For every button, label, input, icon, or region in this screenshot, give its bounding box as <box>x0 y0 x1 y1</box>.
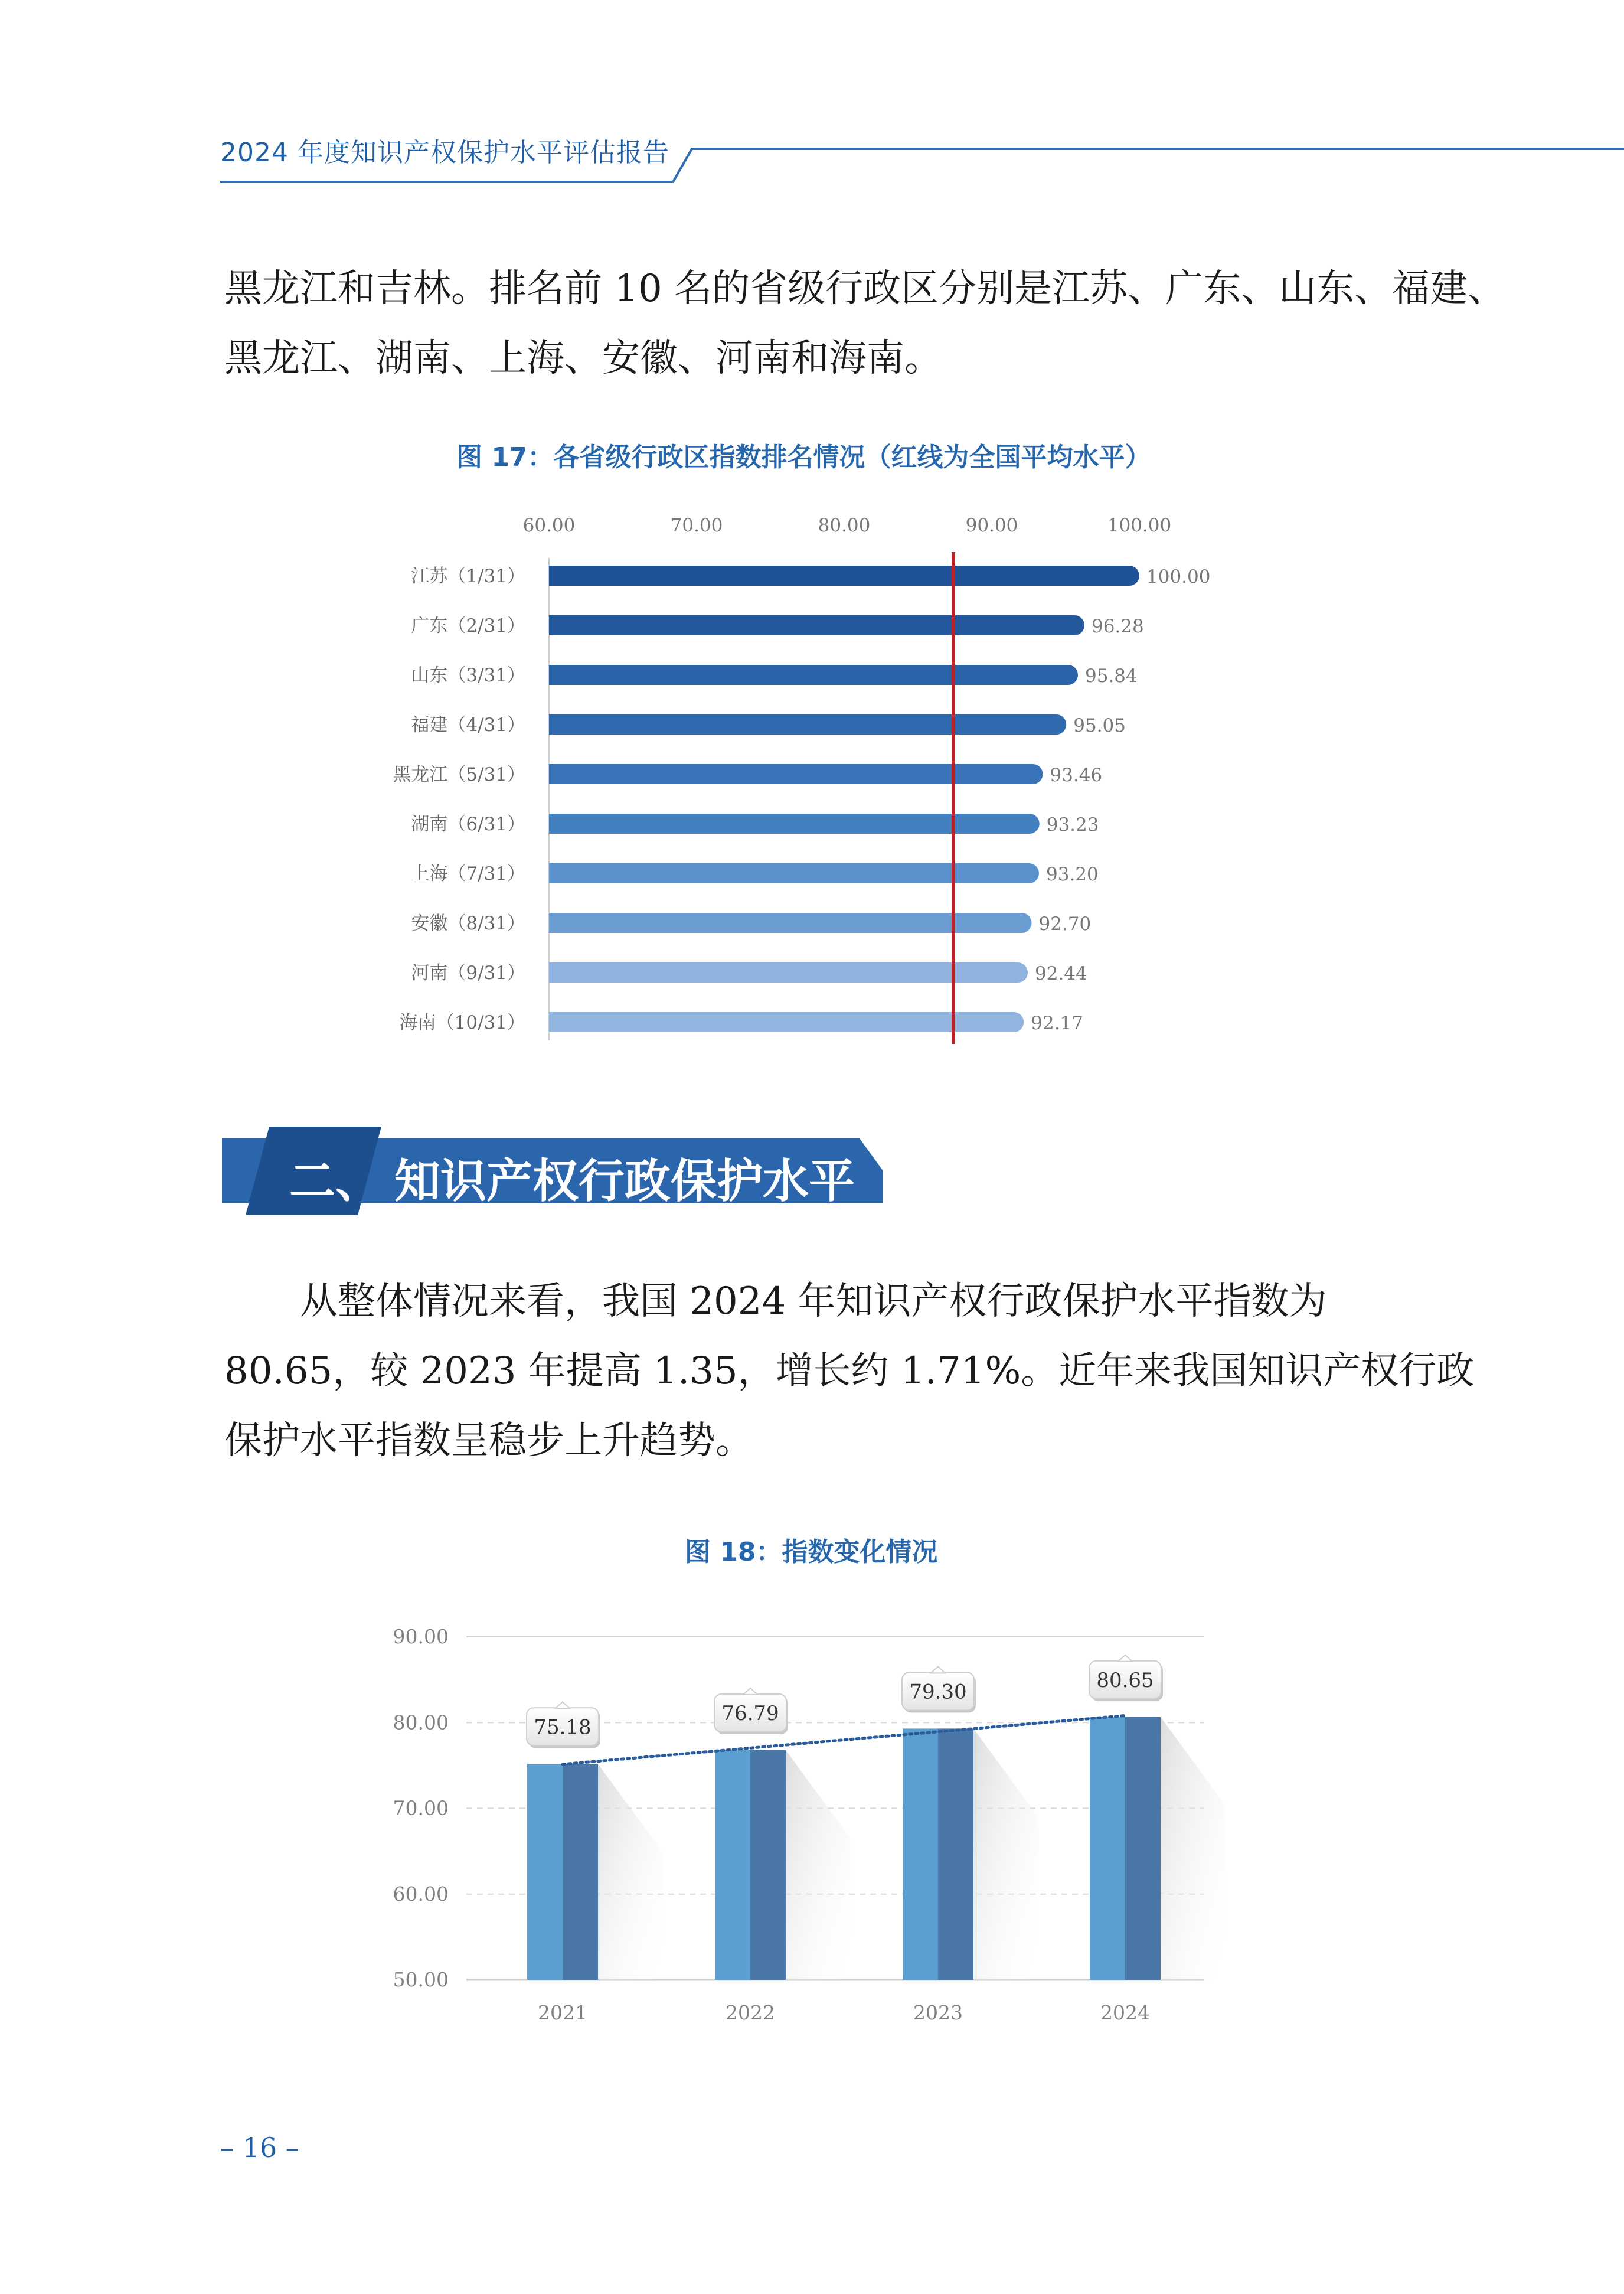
data-label-notch <box>556 1702 570 1708</box>
data-label: 93.23 <box>1046 814 1099 836</box>
bar-side <box>563 1764 598 1980</box>
bar-front <box>527 1764 563 1980</box>
paragraph-line: 黑龙江和吉林。排名前 10 名的省级行政区分别是江苏、广东、山东、福建、 <box>224 267 1506 311</box>
bar-shadow <box>1161 1717 1226 1980</box>
bar-front <box>1090 1717 1125 1980</box>
paragraph-line: 80.65，较 2023 年提高 1.35，增长约 1.71%。近年来我国知识产权行政 <box>224 1349 1475 1393</box>
x-tick-label: 90.00 <box>965 515 1018 536</box>
bar-front <box>715 1750 750 1980</box>
category-label: 河南（9/31） <box>411 962 525 984</box>
data-label: 92.44 <box>1035 963 1087 984</box>
paragraph-line: 保护水平指数呈稳步上升趋势。 <box>224 1419 753 1463</box>
bar-shadow <box>598 1764 663 1980</box>
category-label: 广东（2/31） <box>411 615 525 637</box>
section-number: 二、 <box>289 1155 382 1208</box>
x-tick-label: 2024 <box>1100 2001 1150 2024</box>
category-label: 山东（3/31） <box>411 665 525 686</box>
y-tick-label: 80.00 <box>393 1711 449 1734</box>
y-tick-label: 60.00 <box>393 1882 449 1905</box>
data-label: 92.70 <box>1038 913 1092 935</box>
y-tick-label: 90.00 <box>393 1625 449 1648</box>
paragraph-line: 黑龙江、湖南、上海、安徽、河南和海南。 <box>224 337 942 380</box>
running-header-title: 2024 年度知识产权保护水平评估报告 <box>220 138 669 168</box>
data-label: 95.84 <box>1085 665 1138 687</box>
paragraph-line: 从整体情况来看，我国 2024 年知识产权行政保护水平指数为 <box>300 1280 1327 1323</box>
category-label: 上海（7/31） <box>411 863 525 885</box>
data-label: 93.20 <box>1046 864 1099 885</box>
data-label: 100.00 <box>1146 566 1211 588</box>
data-label-notch <box>743 1688 757 1695</box>
x-tick-label: 2023 <box>913 2001 963 2024</box>
data-label: 79.30 <box>909 1680 967 1704</box>
category-label: 安徽（8/31） <box>411 913 525 934</box>
data-label-notch <box>1118 1655 1132 1662</box>
category-label: 海南（10/31） <box>399 1012 525 1033</box>
category-label: 黑龙江（5/31） <box>393 764 525 785</box>
category-label: 江苏（1/31） <box>411 566 525 587</box>
section-title: 知识产权行政保护水平 <box>394 1155 855 1208</box>
bar-shadow <box>973 1728 1038 1980</box>
data-label: 92.17 <box>1031 1013 1083 1034</box>
x-tick-label: 60.00 <box>522 515 576 536</box>
figure-18-caption: 图 18：指数变化情况 <box>685 1537 938 1567</box>
x-tick-label: 70.00 <box>670 515 723 536</box>
y-tick-label: 50.00 <box>393 1968 449 1991</box>
x-tick-label: 80.00 <box>818 515 871 536</box>
bar-side <box>938 1728 973 1980</box>
data-label: 80.65 <box>1096 1668 1154 1692</box>
x-tick-label: 2021 <box>538 2001 587 2024</box>
data-label: 93.46 <box>1050 765 1103 786</box>
data-label: 96.28 <box>1092 616 1144 637</box>
category-label: 福建（4/31） <box>411 714 525 736</box>
y-tick-label: 70.00 <box>393 1796 449 1820</box>
x-tick-label: 100.00 <box>1107 515 1172 536</box>
bar-side <box>750 1750 786 1980</box>
bar-front <box>903 1728 938 1980</box>
bar-shadow <box>786 1750 851 1980</box>
figure-17-caption: 图 17：各省级行政区指数排名情况（红线为全国平均水平） <box>456 442 1151 472</box>
data-label: 95.05 <box>1073 715 1126 736</box>
page-number: – 16 – <box>220 2132 299 2164</box>
category-label: 湖南（6/31） <box>411 814 525 835</box>
bar-side <box>1125 1717 1161 1980</box>
data-label: 76.79 <box>721 1701 779 1725</box>
data-label: 75.18 <box>534 1715 592 1740</box>
x-tick-label: 2022 <box>726 2001 775 2024</box>
data-label-notch <box>931 1666 945 1673</box>
